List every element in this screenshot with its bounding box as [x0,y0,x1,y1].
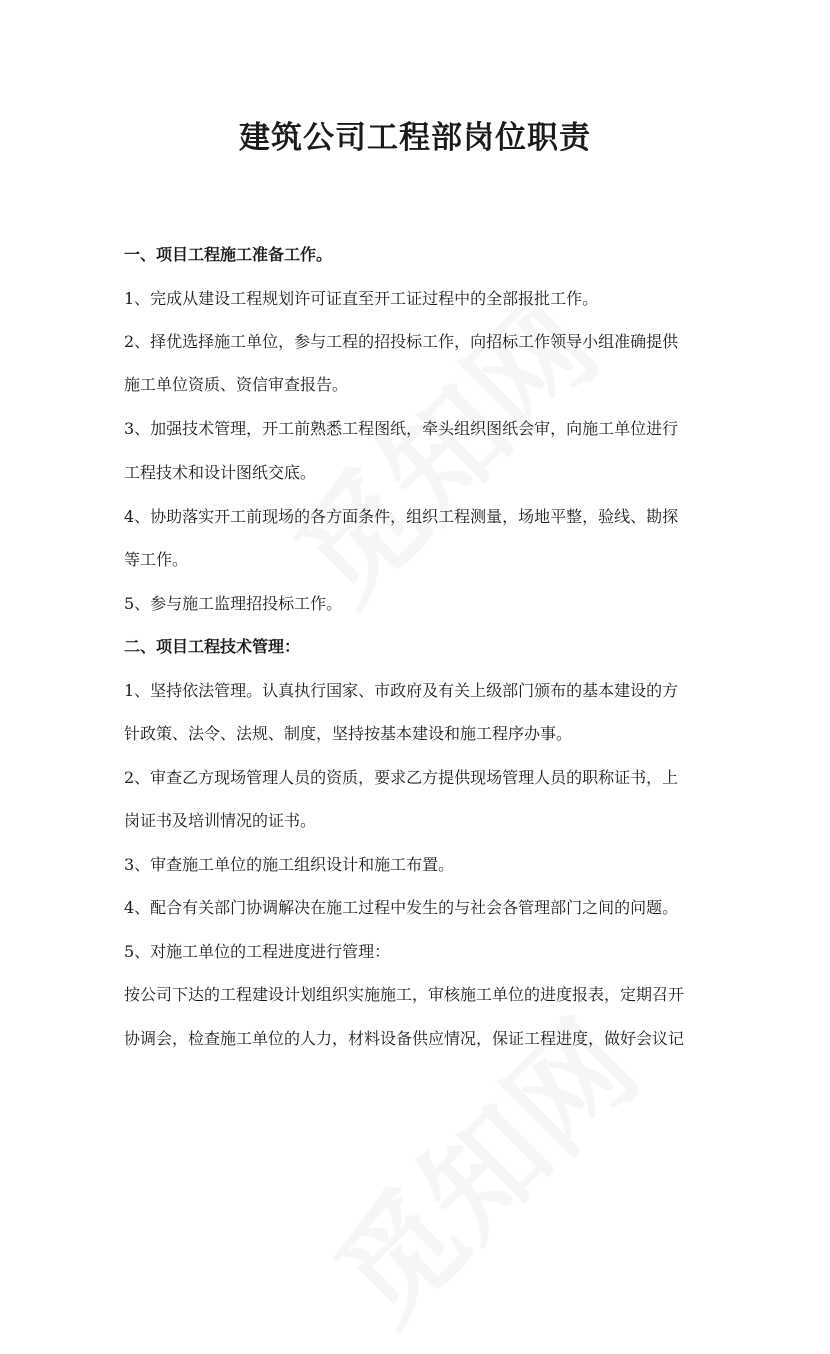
paragraph-line: 4、协助落实开工前现场的各方面条件，组织工程测量，场地平整，验线、勘探 [124,507,679,526]
paragraph-line: 2、择优选择施工单位，参与工程的招投标工作，向招标工作领导小组准确提供 [124,332,679,351]
watermark [252,258,628,634]
paragraph-line: 针政策、法令、法规、制度，坚持按基本建设和施工程序办事。 [124,724,573,743]
paragraph-line: 按公司下达的工程建设计划组织实施施工，审核施工单位的进度报表，定期召开 [124,985,685,1004]
paragraph-line: 5、参与施工监理招投标工作。 [124,594,343,613]
section-heading-2: 二、项目工程技术管理： [124,637,301,656]
paragraph-line: 等工作。 [124,550,189,569]
paragraph-line: 1、坚持依法管理。认真执行国家、市政府及有关上级部门颁布的基本建设的方 [124,681,679,700]
paragraph-line: 协调会，检查施工单位的人力，材料设备供应情况，保证工程进度，做好会议记 [124,1029,685,1048]
page-title: 建筑公司工程部岗位职责 [239,120,591,156]
paragraph-line: 施工单位资质、资信审查报告。 [124,375,349,394]
paragraph-line: 3、审查施工单位的施工组织设计和施工布置。 [124,855,455,874]
paragraph-line: 5、对施工单位的工程进度进行管理： [124,942,391,961]
paragraph-line: 岗证书及培训情况的证书。 [124,811,317,830]
paragraph-line: 4、配合有关部门协调解决在施工过程中发生的与社会各管理部门之间的问题。 [124,898,679,917]
paragraph-line: 工程技术和设计图纸交底。 [124,463,317,482]
paragraph-line: 1、完成从建设工程规划许可证直至开工证过程中的全部报批工作。 [124,289,599,308]
paragraph-line: 3、加强技术管理，开工前熟悉工程图纸，牵头组织图纸会审，向施工单位进行 [124,419,679,438]
paragraph-line: 2、审查乙方现场管理人员的资质，要求乙方提供现场管理人员的职称证书，上 [124,768,679,787]
section-heading-1: 一、项目工程施工准备工作。 [124,245,333,264]
